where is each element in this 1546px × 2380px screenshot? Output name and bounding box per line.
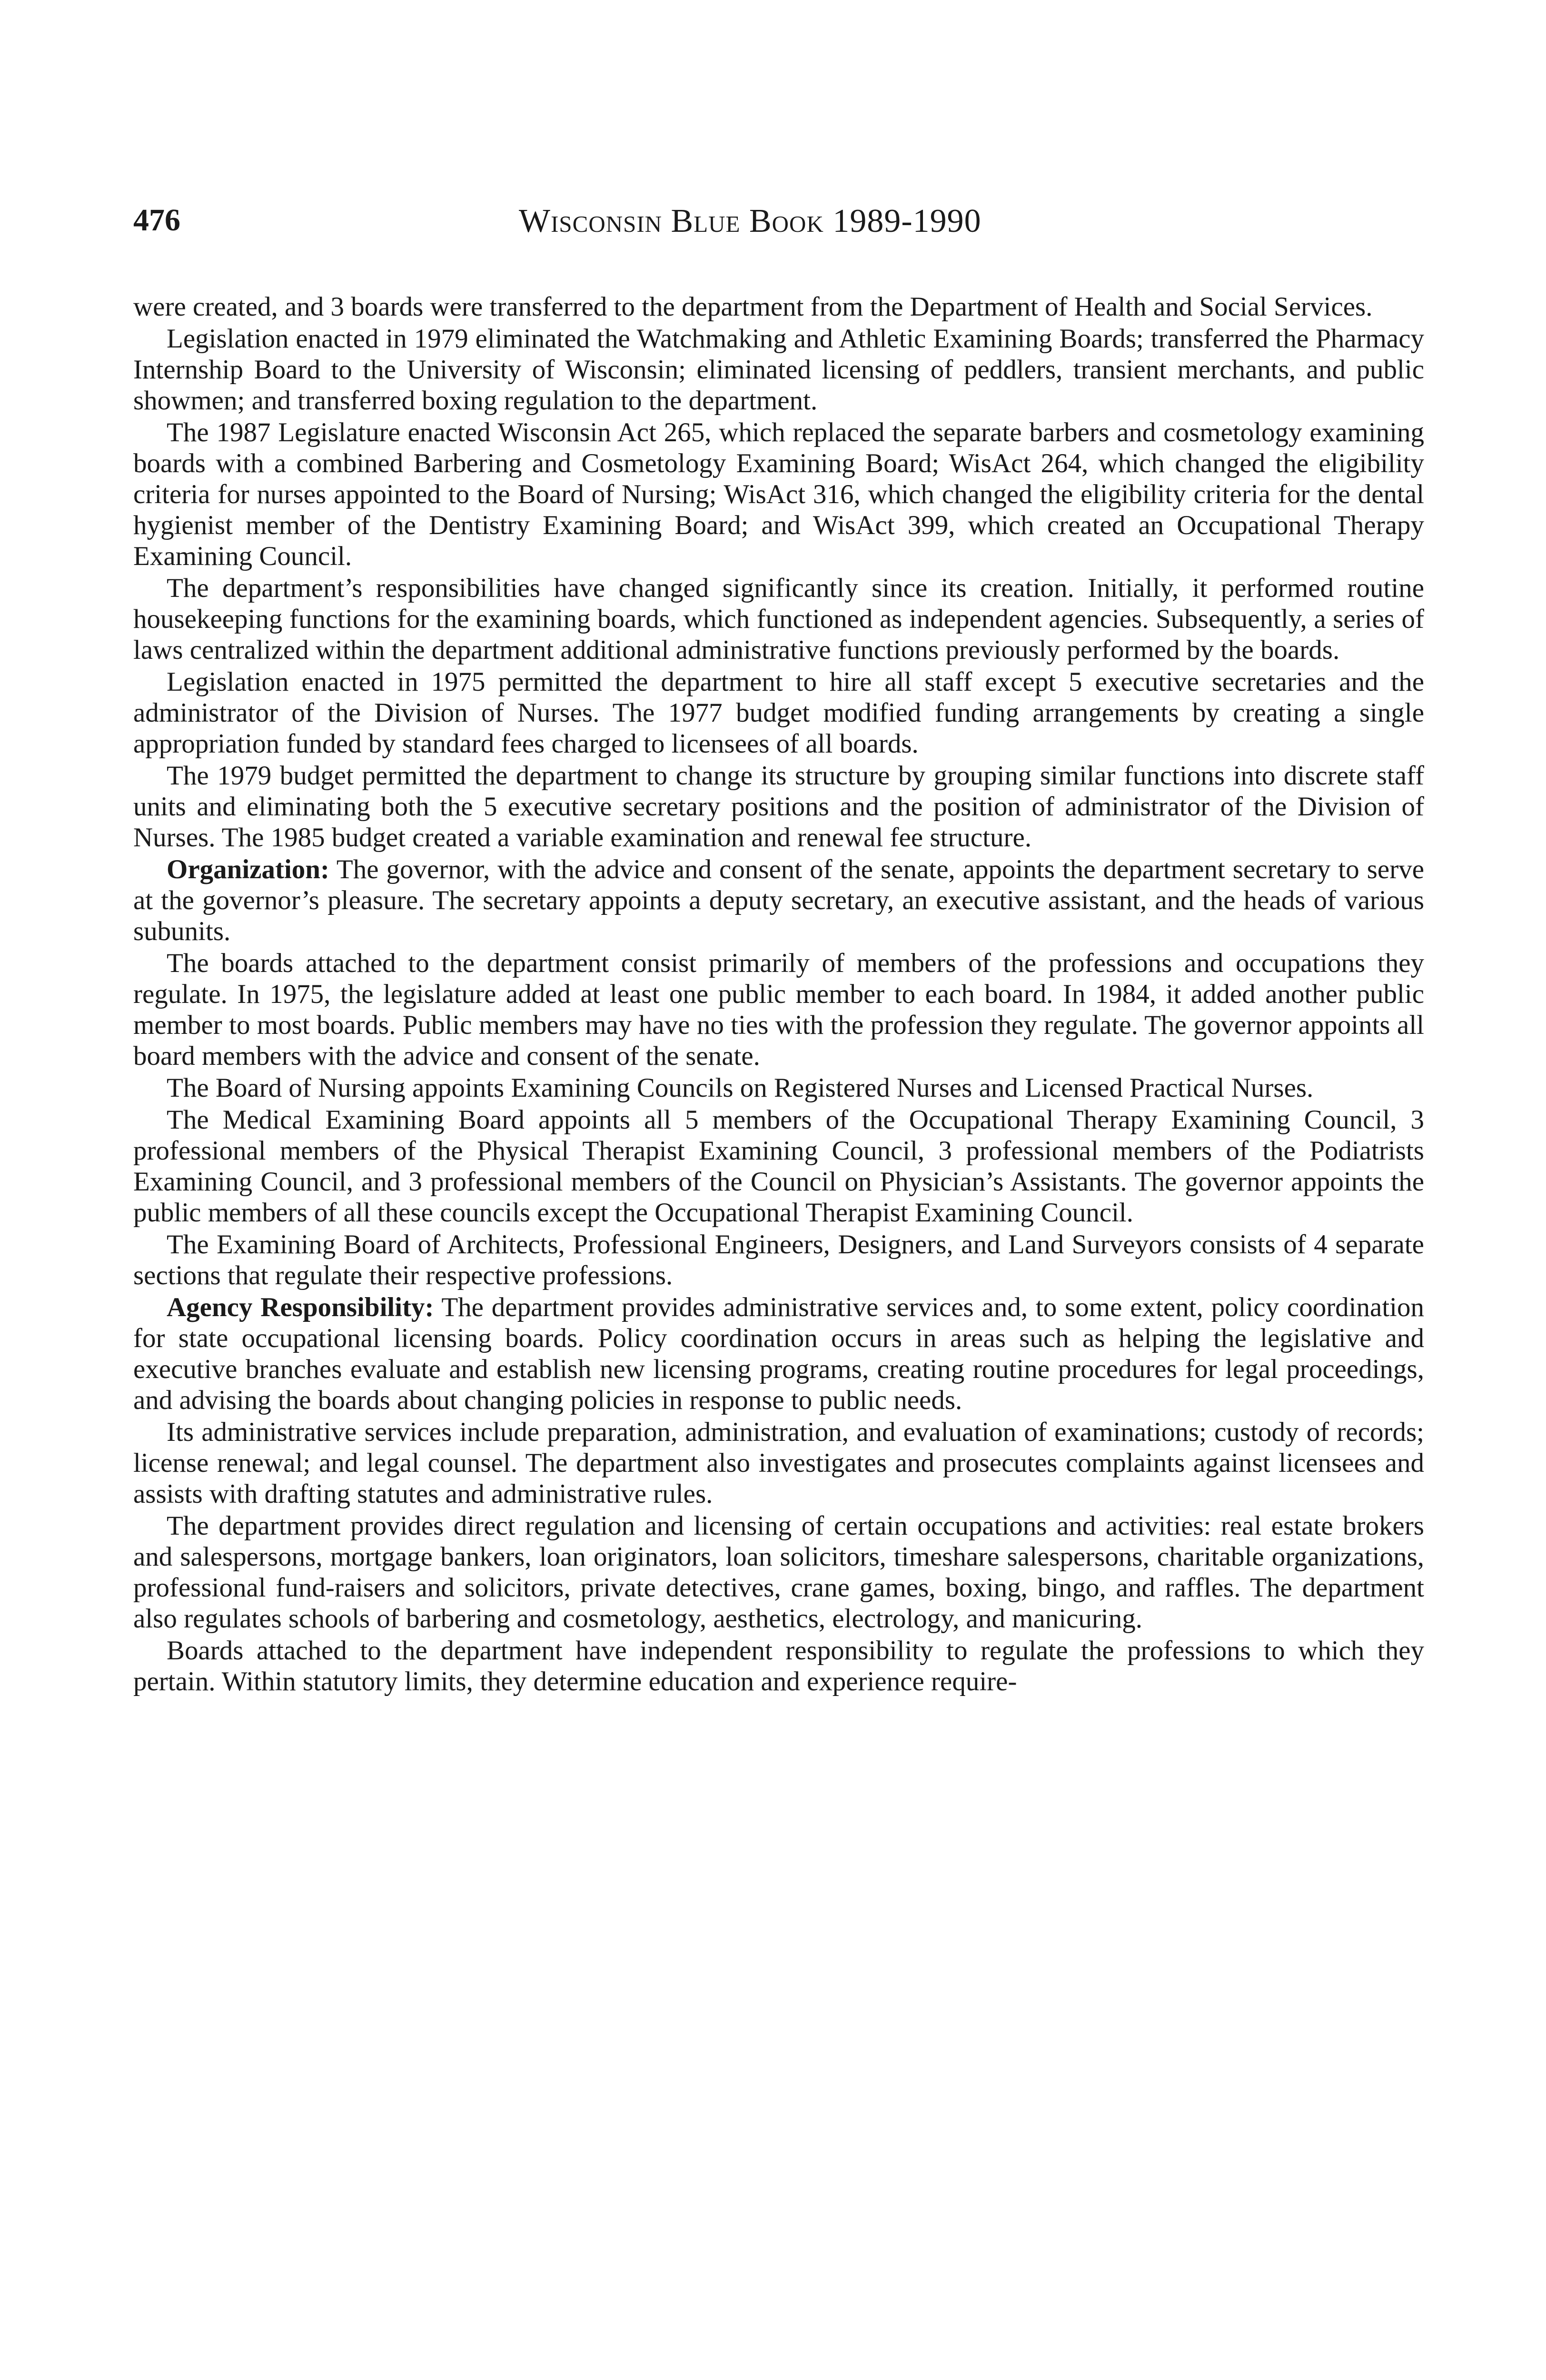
paragraph-text: Boards attached to the department have independent responsibility to regulate the professions to which they pertain. Within statutory limits, they determine education and experience require- xyxy=(133,1636,1424,1696)
paragraph xyxy=(133,1510,1424,1634)
paragraph xyxy=(133,323,1424,416)
paragraph xyxy=(133,666,1424,759)
paragraph xyxy=(133,1104,1424,1228)
paragraph xyxy=(133,291,1424,322)
page-number: 476 xyxy=(133,203,180,238)
running-header-title: Wisconsin Blue Book 1989-1990 xyxy=(519,203,981,239)
paragraph xyxy=(133,760,1424,853)
paragraph-heading: Agency Responsibility: xyxy=(167,1292,434,1322)
paragraph-text: Legislation enacted in 1975 permitted the department to hire all staff except 5 executive secretaries and the administrator of the Division of Nurses. The 1977 budget modified funding arrangements by creating a single appropriation funded by standard fees charged to licensees of all boards. xyxy=(133,667,1424,759)
paragraph-text: The 1987 Legislature enacted Wisconsin Act 265, which replaced the separate barbers and cosmetology examining boards with a combined Barbering and Cosmetology Examining Board; WisAct 264, which changed the eligibility criteria for nurses appointed to the Board of Nursing; WisAct 316, which changed the eligibility criteria for the dental hygienist member of the Dentistry Examining Board; and WisAct 399, which created an Occupational Therapy Examining Council. xyxy=(133,417,1424,571)
paragraph-text: The department’s responsibilities have changed significantly since its creation. Initially, it performed routine housekeeping functions for the examining boards, which functioned as independent agencies. Subsequently, a series of laws centralized within the department additional administrative functions previously performed by the boards. xyxy=(133,573,1424,665)
running-header xyxy=(0,202,1546,259)
paragraph xyxy=(133,1229,1424,1291)
paragraph xyxy=(133,854,1424,947)
paragraph-text: The governor, with the advice and consent of the senate, appoints the department secretary to serve at the governor’s pleasure. The secretary appoints a deputy secretary, an executive assistant, and the heads of various subunits. xyxy=(133,854,1424,946)
paragraph xyxy=(133,1292,1424,1416)
paragraph-text: The 1979 budget permitted the department to change its structure by grouping similar functions into discrete staff units and eliminating both the 5 executive secretary positions and the position of administrator of the Division of Nurses. The 1985 budget created a variable examination and renewal fee structure. xyxy=(133,761,1424,853)
paragraph xyxy=(133,417,1424,572)
paragraph-heading: Organization: xyxy=(167,854,329,884)
paragraph-text: The department provides direct regulation and licensing of certain occupations and activities: real estate brokers and salespersons, mortgage bankers, loan originators, loan solicitors, timeshare salespersons, charitable organizations, professional fund-raisers and solicitors, private detectives, crane games, boxing, bingo, and raffles. The department also regulates schools of barbering and cosmetology, aesthetics, electrology, and manicuring. xyxy=(133,1511,1424,1634)
paragraph-text: The Examining Board of Architects, Professional Engineers, Designers, and Land Surveyors consists of 4 separate sections that regulate their respective professions. xyxy=(133,1230,1424,1290)
paragraph-text: were created, and 3 boards were transferred to the department from the Department of Health and Social Services. xyxy=(133,292,1373,322)
paragraph xyxy=(133,948,1424,1071)
paragraph xyxy=(133,1072,1424,1103)
paragraph-text: The department provides administrative services and, to some extent, policy coordination for state occupational licensing boards. Policy coordination occurs in areas such as helping the legislative and executive branches evaluate and establish new licensing programs, creating routine procedures for legal proceedings, and advising the boards about changing policies in response to public needs. xyxy=(133,1292,1424,1415)
paragraph-text: The Medical Examining Board appoints all 5 members of the Occupational Therapy Examining Council, 3 professional members of the Physical Therapist Examining Council, 3 professional members of the Podiatrists Examining Council, and 3 professional members of the Council on Physician’s Assistants. The governor appoints the public members of all these councils except the Occupational Therapist Examining Council. xyxy=(133,1105,1424,1228)
body-text xyxy=(133,291,1424,1697)
paragraph xyxy=(133,1417,1424,1509)
paragraph xyxy=(133,573,1424,665)
paragraph-text: The Board of Nursing appoints Examining Councils on Registered Nurses and Licensed Practical Nurses. xyxy=(167,1073,1314,1103)
paragraph-text: Its administrative services include preparation, administration, and evaluation of examinations; custody of records; license renewal; and legal counsel. The department also investigates and prosecutes complaints against licensees and assists with drafting statutes and administrative rules. xyxy=(133,1417,1424,1509)
paragraph-text: Legislation enacted in 1979 eliminated the Watchmaking and Athletic Examining Boards; transferred the Pharmacy Internship Board to the University of Wisconsin; eliminated licensing of peddlers, transient merchants, and public showmen; and transferred boxing regulation to the department. xyxy=(133,324,1424,416)
paragraph xyxy=(133,1635,1424,1697)
paragraph-text: The boards attached to the department consist primarily of members of the professions and occupations they regulate. In 1975, the legislature added at least one public member to each board. In 1984, it added another public member to most boards. Public members may have no ties with the profession they regulate. The governor appoints all board members with the advice and consent of the senate. xyxy=(133,948,1424,1071)
